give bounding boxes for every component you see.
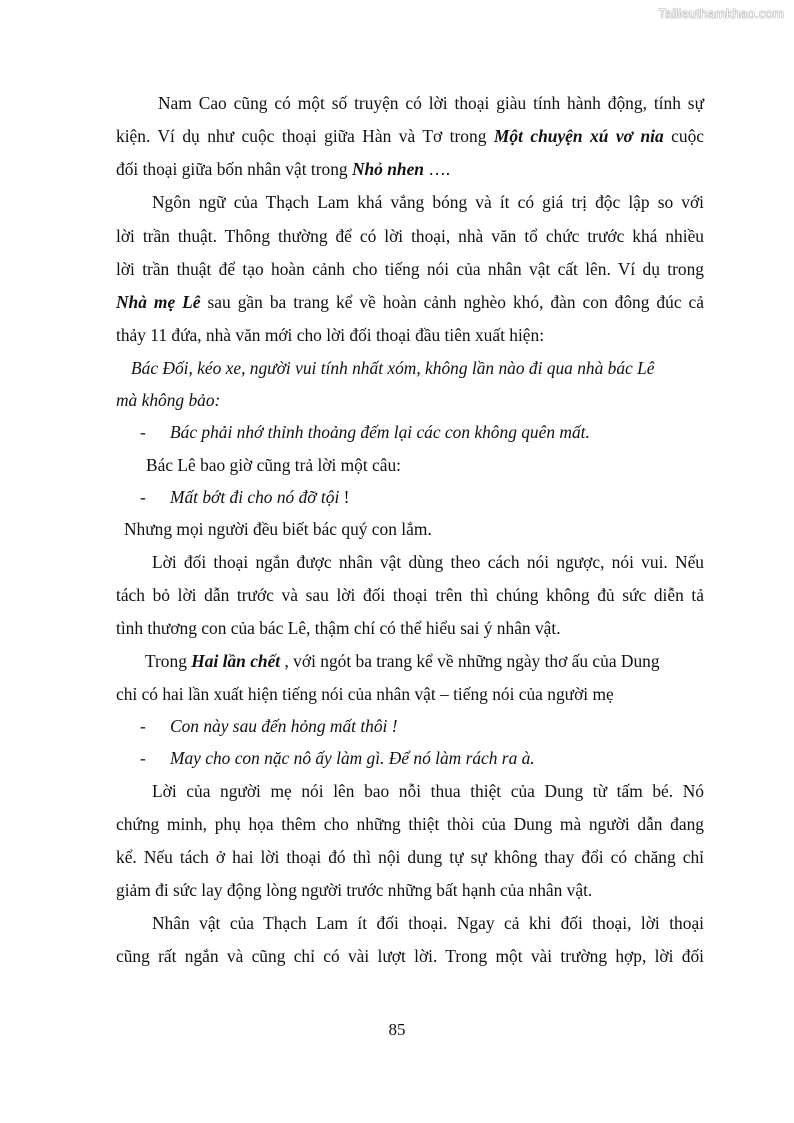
quote-line-2: mà không bảo: [116,390,221,410]
p7-line-4: giảm đi sức lay động lòng người trước những bất hạnh của nhân vật. [116,880,593,900]
p2-line-5: thảy 11 đứa, nhà văn mới cho lời đối thoại đầu tiên xuất hiện: [116,325,545,345]
p5-line-1: Lời đối thoại ngắn được nhân vật dùng theo cách nói ngược, nói vui. Nếu [152,552,704,572]
dialogue-line-3: - Con này sau đến hỏng mất thôi ! [140,716,398,736]
p4-line: Nhưng mọi người đều biết bác quý con lắm. [124,519,432,539]
p5-line-3: tình thương con của bác Lê, thậm chí có thể hiểu sai ý nhân vật. [116,618,561,638]
p6-line-2: chỉ có hai lần xuất hiện tiếng nói của nhân vật – tiếng nói của người mẹ [116,684,614,704]
work-title-hai-lan-chet: Hai lần chết [191,651,281,671]
p3-line: Bác Lê bao giờ cũng trả lời một câu: [146,455,402,475]
p8-line-1: Nhân vật của Thạch Lam ít đối thoại. Ngay cả khi đối thoại, lời thoại [152,913,704,933]
work-title-nho-nhen: Nhỏ nhen [351,159,424,179]
p1-line-3: đối thoại giữa bốn nhân vật trong Nhỏ nhen …. [116,159,451,179]
p2-line-3: lời trần thuật để tạo hoàn cảnh cho tiếng nói của nhân vật cất lên. Ví dụ trong [116,259,704,279]
p1-line-1: Nam Cao cũng có một số truyện có lời thoại giàu tính hành động, tính sự [158,93,704,113]
p2-line-2: lời trần thuật. Thông thường để có lời thoại, nhà văn tổ chức trước khá nhiều [116,226,704,246]
page-number: 85 [388,1020,406,1039]
p2-line-4: Nhà mẹ Lê sau gần ba trang kể về hoàn cảnh nghèo khó, đàn con đông đúc cả [116,292,704,312]
site-watermark: Tailieuthamkhao.com [658,6,784,21]
work-title-nha-me-le: Nhà mẹ Lê [116,292,201,312]
p7-line-3: kể. Nếu tách ở hai lời thoại đó thì nội dung tự sự không thay đổi có chăng chỉ [116,847,704,867]
dialogue-line-2: - Mất bớt đi cho nó đỡ tội ! [140,487,350,507]
dialogue-line-1: - Bác phải nhớ thỉnh thoảng đếm lại các con không quên mất. [140,422,590,442]
p2-line-1: Ngôn ngữ của Thạch Lam khá vắng bóng và ít có giá trị độc lập so với [152,192,704,212]
p7-line-2: chứng minh, phụ họa thêm cho những thiệt thòi của Dung mà người dẫn đang [116,814,704,834]
dialogue-line-4: - May cho con nặc nô ấy làm gì. Để nó làm rách ra à. [140,748,535,768]
p8-line-2: cũng rất ngắn và cũng chỉ có vài lượt lời. Trong một vài trường hợp, lời đối [116,946,704,966]
quote-line-1: Bác Đối, kéo xe, người vui tính nhất xóm, không lần nào đi qua nhà bác Lê [131,358,655,378]
p5-line-2: tách bỏ lời dẫn trước và sau lời đối thoại trên thì chúng không đủ sức diễn tả [116,585,704,605]
p1-line-2: kiện. Ví dụ như cuộc thoại giữa Hàn và Tơ trong Một chuyện xú vơ nia cuộc [116,126,704,146]
work-title-mot-chuyen-xu-vo-nia: Một chuyện xú vơ nia [493,126,664,146]
p6-line-1: Trong Hai lần chết , với ngót ba trang kể về những ngày thơ ấu của Dung [145,651,660,671]
p7-line-1: Lời của người mẹ nói lên bao nỗi thua thiệt của Dung từ tấm bé. Nó [152,781,704,801]
